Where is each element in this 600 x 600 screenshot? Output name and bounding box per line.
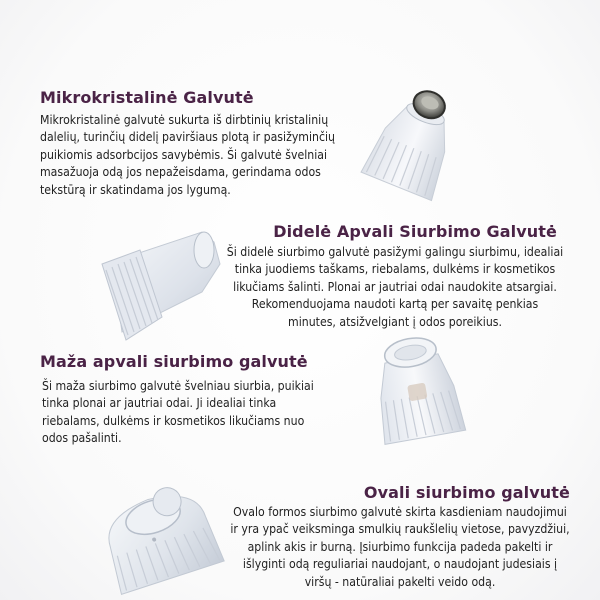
desc-line: odos pašalinti.: [42, 431, 122, 446]
desc-line: riebalams, dulkėms ir kosmetikos likučiams nuo: [42, 413, 305, 428]
section-title-oval: Ovali siurbimo galvutė: [363, 483, 570, 502]
desc-line: minutes, atsižvelgiant į odos poreikius.: [288, 314, 502, 329]
desc-line: aplink akis ir burną. Įsiurbimo funkcija padeda pakelti ir: [247, 539, 553, 554]
section-desc-microcrystalline: [40, 112, 335, 199]
desc-line: viršų - natūraliai pakelti veido odą.: [304, 574, 496, 589]
desc-line: tekstūrą ir skatindama jos lygumą.: [40, 182, 231, 197]
desc-line: likučiams šalinti. Plonai ar jautriai odai naudokite atsargiai.: [233, 279, 557, 294]
desc-line: išlyginti odą reguliariai naudojant, o naudojant judesiais į: [242, 557, 558, 572]
desc-line: Ši didelė siurbimo galvutė pasižymi galingu siurbimu, idealiai: [226, 245, 564, 259]
desc-line: masažuoja odą jos nepažeisdama, gerindama odos: [40, 165, 321, 180]
desc-line: dalelių, turinčių didelį paviršiaus plotą ir pasižyminčių: [40, 130, 336, 145]
section-title-large-round: Didelė Apvali Siurbimo Galvutė: [273, 222, 557, 241]
desc-line: Mikrokristalinė galvutė sukurta iš dirbtinių kristalinių: [40, 113, 329, 127]
desc-line: tinka juodiems taškams, riebalams, dulkėms ir kosmetikos: [234, 262, 556, 277]
microcrystalline-head-icon: [355, 78, 475, 203]
large-round-suction-head-icon: [92, 222, 232, 352]
desc-line: Ovalo formos siurbimo galvutė skirta kasdieniam naudojimui: [233, 505, 567, 519]
desc-line: Rekomenduojama naudoti kartą per savaitę penkias: [251, 297, 539, 312]
desc-line: Ši maža siurbimo galvutė švelniau siurbia, puikiai: [42, 379, 314, 393]
desc-line: tinka plonai ar jautriai odai. Ji idealiai tinka: [42, 396, 277, 411]
section-title-microcrystalline: Mikrokristalinė Galvutė: [40, 88, 254, 107]
section-desc-large-round: [220, 244, 570, 331]
desc-line: ir yra ypač veiksminga smulkių raukšlelių vietose, pavyzdžiui,: [230, 522, 570, 537]
section-desc-small-round: [42, 378, 314, 448]
oval-suction-head-icon: [88, 462, 228, 600]
desc-line: puikiomis adsorbcijos savybėmis. Ši galvutė švelniai: [40, 147, 328, 162]
section-title-small-round: Maža apvali siurbimo galvutė: [40, 352, 308, 371]
small-round-suction-head-icon: [362, 328, 472, 453]
section-desc-oval: [222, 504, 578, 591]
